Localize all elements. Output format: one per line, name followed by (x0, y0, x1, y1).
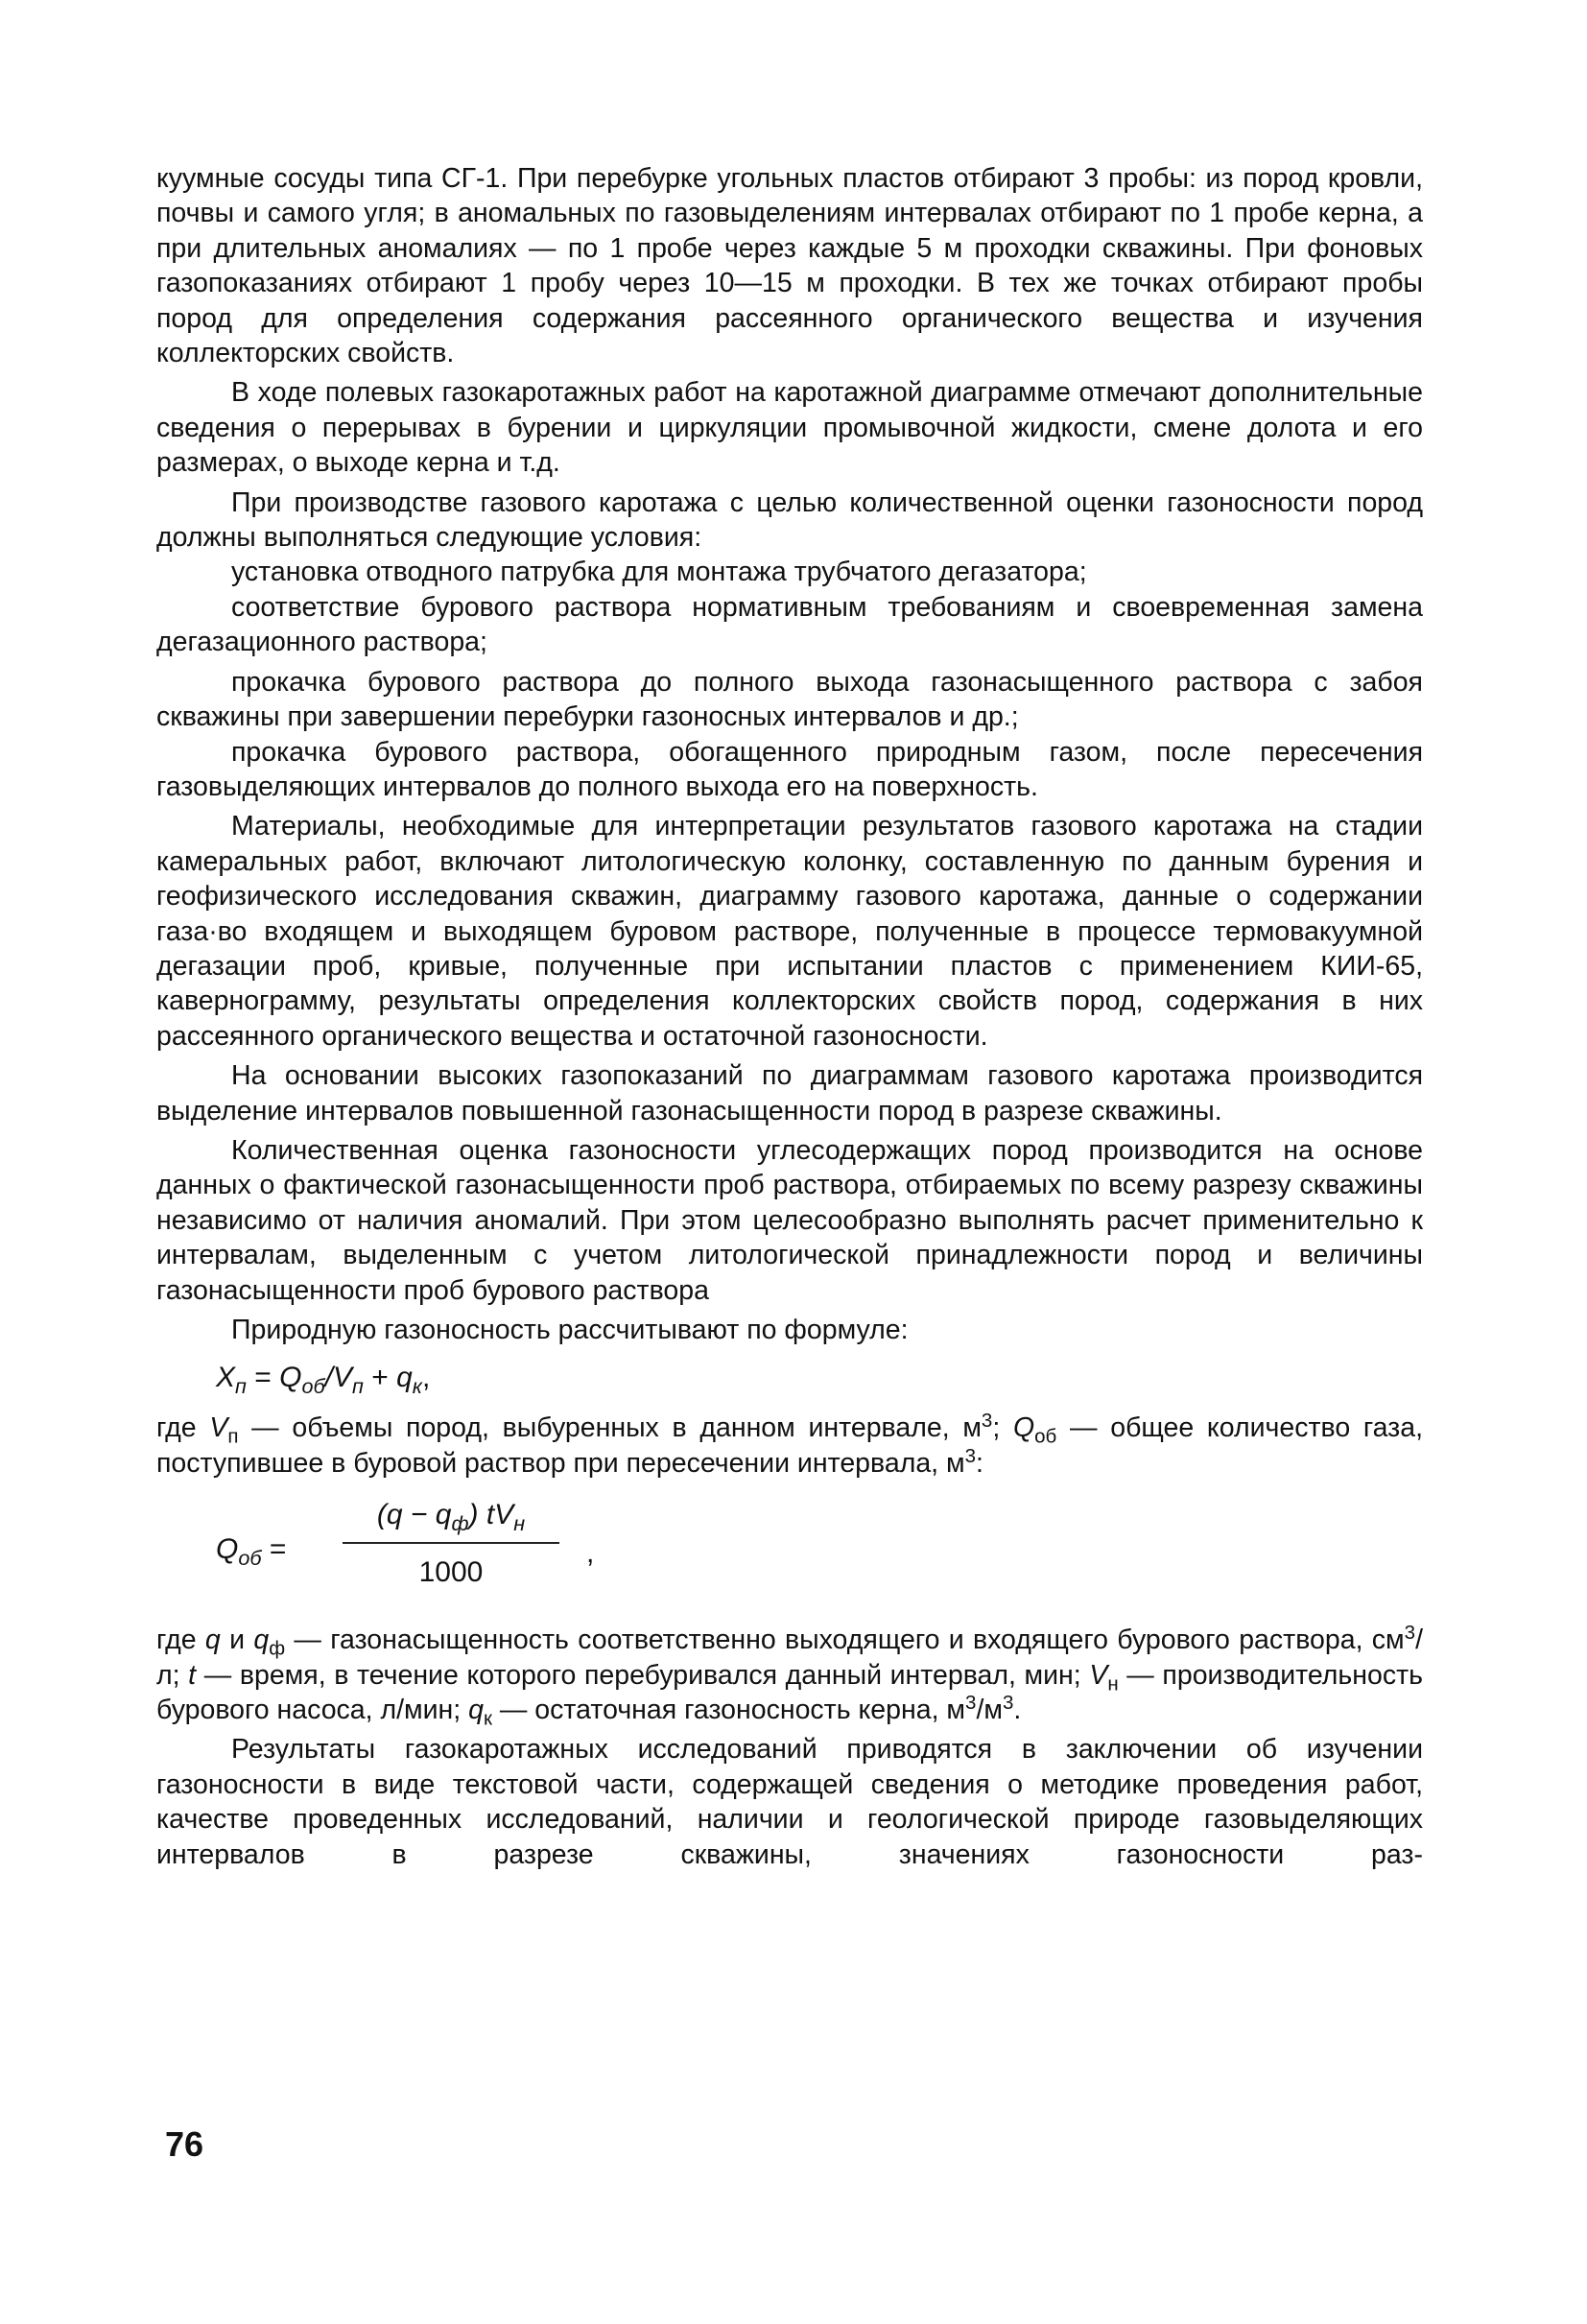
paragraph-formula-intro: Природную газоносность рассчитывают по формуле: (231, 1315, 909, 1345)
formula-gas-content: $X_п = Q_{об}/V_п + q_к$, (216, 1362, 431, 1399)
condition-2: соответствие бурового раствора нормативным требованиям и своевременная замена дегазационного раствора; (156, 591, 1423, 658)
paragraph-intervals: На основании высоких газопоказаний по диаграммам газового каротажа производится выделение интервалов повышенной газонасыщенности пород в разрезе скважины. (156, 1060, 1423, 1126)
formula-denominator: 1000 (418, 1556, 484, 1589)
fraction-bar (343, 1542, 559, 1544)
paragraph-1: куумные сосуды типа СГ-1. При перебурке угольных пластов отбирают 3 пробы: из пород кровли, почвы и самого угля; в аномальных по газовыделениям интервалах отбирают по 1 пробе керна, а при длительных аномалиях — по 1 пробе через каждые 5 м проходки скважины. При фоновых газопоказаниях отбирают 1 пробу через 10—15 м проходки. В тех же точках отбирают пробы пород для определения содержания рассеянного органического вещества и изучения коллекторских свойств. (156, 163, 1423, 369)
paragraph-2: В ходе полевых газокаротажных работ на каротажной диаграмме отмечают дополнительные сведения о перерывах в бурении и циркуляции промывочной жидкости, смене долота и его размерах, о выходе керна и т.д. (156, 377, 1423, 479)
where-clause-2: где q и $q_ф$ — газонасыщенность соответственно выходящего и входящего бурового раствора, $см^3/л$; t — время, в течение которого перебуривался данный интервал, мин; $V_н$ — производительность бурового насоса, л/мин; $q_к$ — остаточная газоносность керна, $м^3/м^3$. (156, 1621, 1423, 1730)
paragraph-quantitative: Количественная оценка газоносности углесодержащих пород производится на основе данных о фактической газонасыщенности проб раствора, отбираемых по всему разрезу скважины независимо от наличия аномалий. При этом целесообразно выполнять расчет применительно к интервалам, выделенным с учетом литологической принадлежности пород и величины газонасыщенности проб бурового раствора (156, 1134, 1423, 1306)
page-text (156, 161, 1423, 1872)
where-clause-1: где $V_п$ — объемы пород, выбуренных в данном интервале, $м^3$; $Q_{об}$ — общее количество газа, поступившее в буровой раствор при пересечении интервала, $м^3$: (156, 1410, 1424, 1479)
formula-comma: , (586, 1537, 595, 1570)
condition-3: прокачка бурового раствора до полного выхода газонасыщенного раствора с забоя скважины при завершении перебурки газоносных интервалов и др.; (156, 666, 1423, 733)
formula-lhs: $Q_{об}$ = (216, 1533, 287, 1571)
condition-4: прокачка бурового раствора, обогащенного природным газом, после пересечения газовыделяющих интервалов до полного выхода его на поверхность. (156, 736, 1423, 802)
formula-numerator: $(q - q_ф)$ $tV_н$ (376, 1499, 526, 1536)
formula-gas-volume (156, 1498, 1423, 1605)
paragraph-materials: Материалы, необходимые для интерпретации результатов газового каротажа на стадии камеральных работ, включают литологическую колонку, составленную по данным бурения и геофизического исследования скважин, диаграмму газового каротажа, данные о содержании газа·во входящем и выходящем буровом растворе, полученные в процессе термовакуумной дегазации проб, кривые, полученные при испытании пластов с применением КИИ-65, кавернограмму, результаты определения коллекторских свойств пород, содержания в них рассеянного органического вещества и остаточной газоносности. (156, 811, 1423, 1052)
paragraph-3: При производстве газового каротажа с целью количественной оценки газоносности пород должны выполняться следующие условия: (156, 486, 1423, 554)
page-number: 76 (165, 2124, 204, 2164)
condition-1: установка отводного патрубка для монтажа трубчатого дегазатора; (231, 557, 1087, 588)
paragraph-results: Результаты газокаротажных исследований приводятся в заключении об изучении газоносности в виде текстовой части, содержащей сведения о методике проведения работ, качестве проведенных исследований, наличии и геологической природе газовыделяющих интервалов в разрезе скважины, значениях газоносности раз- (156, 1734, 1423, 1870)
